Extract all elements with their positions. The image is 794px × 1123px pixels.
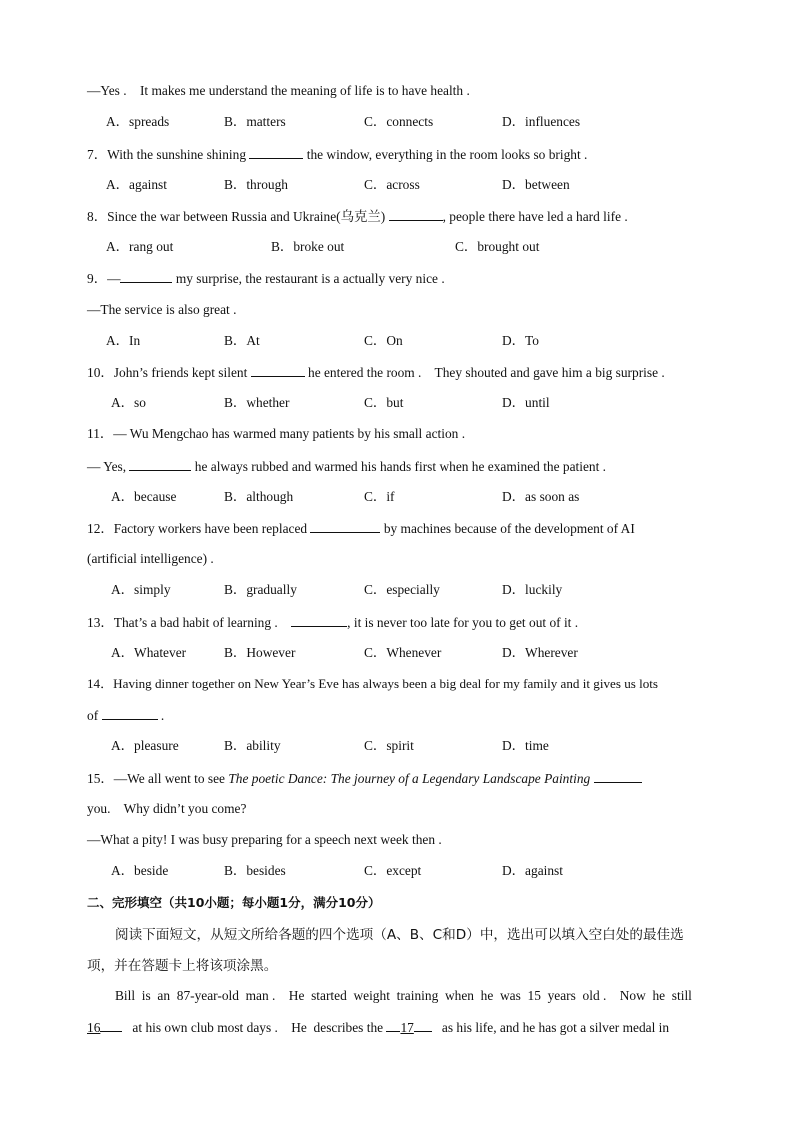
q10-option-d[interactable]: D．until	[502, 395, 550, 410]
q12-stem-post: by machines because of the development of AI	[380, 521, 635, 536]
q8-options	[0, 238, 794, 256]
q13-answer-blank[interactable]	[291, 613, 347, 627]
q11-option-d[interactable]: D．as soon as	[502, 489, 580, 504]
q13-options	[0, 644, 794, 662]
q6-option-a[interactable]: A．spreads	[106, 114, 170, 129]
q13-option-b[interactable]: B．However	[224, 645, 296, 660]
q7-answer-blank[interactable]	[249, 145, 303, 159]
q9-stem	[87, 269, 445, 288]
q12-option-c[interactable]: C．especially	[364, 582, 440, 597]
q12-options	[0, 581, 794, 599]
q15-answer-blank[interactable]	[594, 769, 642, 783]
q7-option-c[interactable]: C．across	[364, 177, 420, 192]
q7-option-a[interactable]: A．against	[106, 177, 167, 192]
q15-stem-pre: 15．—We all went to see	[87, 771, 229, 786]
q9-stem-post: my surprise, the restaurant is a actually very nice .	[172, 271, 445, 286]
q14-stem-pre: of	[87, 708, 102, 723]
q7-stem-post: the window, everything in the room looks so bright .	[303, 147, 588, 162]
q14-option-b[interactable]: B．ability	[224, 738, 281, 753]
q9-option-d[interactable]: D．To	[502, 333, 540, 348]
q9-options	[0, 332, 794, 350]
q13-stem	[87, 613, 578, 632]
blank-16-underline	[100, 1018, 122, 1032]
q13-stem-pre: 13．That’s a bad habit of learning .	[87, 615, 292, 630]
q9-option-c[interactable]: C．On	[364, 333, 403, 348]
q12-answer-blank[interactable]	[310, 519, 380, 533]
q15-stem	[87, 769, 642, 788]
q6-option-c[interactable]: C．connects	[364, 114, 434, 129]
q15-option-d[interactable]: D．against	[502, 863, 563, 878]
blank-17-underline-right	[414, 1018, 432, 1032]
q8-option-c[interactable]: C．brought out	[455, 239, 540, 254]
q8-answer-blank[interactable]	[389, 207, 443, 221]
q6-reply: —Yes . It makes me understand the meaning of life is to have health .	[87, 83, 470, 98]
q8-option-b[interactable]: B．broke out	[271, 239, 345, 254]
q10-stem-post: he entered the room . They shouted and gave him a big surprise .	[304, 365, 665, 380]
q12-option-d[interactable]: D．luckily	[502, 582, 563, 597]
q14-stem: 14．Having dinner together on New Year’s Eve has always been a big deal for my family and it gives us lots	[87, 676, 659, 691]
section-instructions-line2: 项，并在答题卡上将该项涂黑。	[87, 958, 278, 974]
q6-option-d[interactable]: D．influences	[502, 114, 581, 129]
q12-option-a[interactable]: A．simply	[111, 582, 171, 597]
q9-stem-pre: 9．—	[87, 271, 121, 286]
q11-reply	[87, 457, 606, 476]
q8-option-a[interactable]: A．rang out	[106, 239, 174, 254]
q11-options	[0, 488, 794, 506]
q6-option-b[interactable]: B．matters	[224, 114, 286, 129]
q15-reply: —What a pity! I was busy preparing for a speech next week then .	[87, 832, 442, 847]
q8-stem-pre: 8．Since the war between Russia and Ukraine(乌克兰)	[87, 209, 389, 224]
passage-line2-b: as his life, and he has got a silver medal in	[431, 1020, 670, 1035]
q11-answer-blank[interactable]	[129, 457, 191, 471]
q10-option-c[interactable]: C．but	[364, 395, 404, 410]
q10-answer-blank[interactable]	[251, 363, 305, 377]
q11-option-c[interactable]: C．if	[364, 489, 395, 504]
q14-option-c[interactable]: C．spirit	[364, 738, 414, 753]
q10-option-a[interactable]: A．so	[111, 395, 146, 410]
q11-reply-pre: — Yes,	[87, 459, 130, 474]
q13-option-d[interactable]: D．Wherever	[502, 645, 578, 660]
blank-17[interactable]: 17	[400, 1020, 414, 1035]
q11-option-a[interactable]: A．because	[111, 489, 177, 504]
q10-options	[0, 394, 794, 412]
q9-reply: —The service is also great .	[87, 302, 237, 317]
q14-options	[0, 737, 794, 755]
q7-stem	[87, 145, 587, 164]
q14-option-a[interactable]: A．pleasure	[111, 738, 179, 753]
section-instructions-line1: 阅读下面短文，从短文所给各题的四个选项（A、B、C和D）中，选出可以填入空白处的最佳选	[115, 927, 684, 943]
q15-option-a[interactable]: A．beside	[111, 863, 169, 878]
q11-stem: 11．— Wu Mengchao has warmed many patients by his small action .	[87, 426, 466, 441]
q11-option-b[interactable]: B．although	[224, 489, 294, 504]
q7-options	[0, 176, 794, 194]
passage-line2-a: at his own club most days . He describes the	[122, 1020, 387, 1035]
q9-answer-blank[interactable]	[120, 269, 172, 283]
q13-option-a[interactable]: A．Whatever	[111, 645, 187, 660]
blank-16[interactable]: 16	[87, 1020, 101, 1035]
passage-line2	[87, 1018, 669, 1037]
q14-stem-post: .	[157, 708, 165, 723]
q7-stem-pre: 7．With the sunshine shining	[87, 147, 250, 162]
q10-stem-pre: 10．John’s friends kept silent	[87, 365, 251, 380]
q10-stem	[87, 363, 665, 382]
q15-option-b[interactable]: B．besides	[224, 863, 286, 878]
q9-option-b[interactable]: B．At	[224, 333, 260, 348]
q11-reply-post: he always rubbed and warmed his hands first when he examined the patient .	[191, 459, 607, 474]
q14-answer-blank[interactable]	[102, 706, 158, 720]
q15-stem-line2: you. Why didn’t you come?	[87, 801, 247, 816]
q13-option-c[interactable]: C．Whenever	[364, 645, 442, 660]
q6-options	[0, 113, 794, 131]
q12-option-b[interactable]: B．gradually	[224, 582, 297, 597]
q8-stem	[87, 207, 628, 226]
q15-options	[0, 862, 794, 880]
q7-option-d[interactable]: D．between	[502, 177, 570, 192]
q15-option-c[interactable]: C．except	[364, 863, 422, 878]
section-heading: 二、完形填空（共10小题；每小题1分，满分10分）	[87, 895, 381, 910]
q12-stem-pre: 12．Factory workers have been replaced	[87, 521, 311, 536]
q14-stem-line2	[87, 706, 164, 725]
q12-stem-line2: (artificial intelligence) .	[87, 551, 214, 566]
blank-17-underline-left	[386, 1018, 400, 1032]
q15-painting-title: The poetic Dance: The journey of a Legendary Landscape Painting	[228, 771, 591, 786]
q7-option-b[interactable]: B．through	[224, 177, 288, 192]
q13-stem-post: , it is never too late for you to get out of it .	[347, 615, 579, 630]
q8-stem-post: , people there have led a hard life .	[442, 209, 628, 224]
q12-stem	[87, 519, 635, 538]
q14-option-d[interactable]: D．time	[502, 738, 549, 753]
passage-line1: Bill is an 87-year-old man . He started weight training when he was 15 years old . Now he still	[115, 988, 692, 1003]
q9-option-a[interactable]: A．In	[106, 333, 141, 348]
q10-option-b[interactable]: B．whether	[224, 395, 290, 410]
